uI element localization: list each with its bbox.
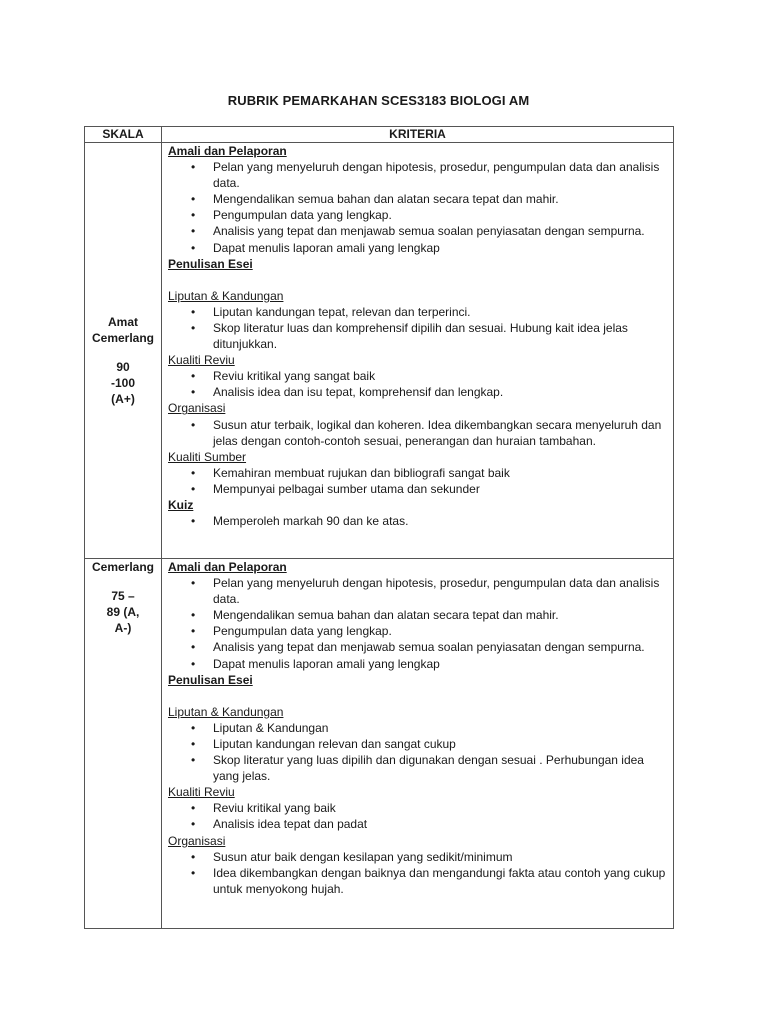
amali-list [168, 575, 667, 672]
liputan-list [168, 304, 667, 352]
list-item: • Pelan yang menyeluruh dengan hipotesis, prosedur, pengumpulan data dan analisis data. [168, 159, 667, 191]
list-item: • Analisis yang tepat dan menjawab semua soalan penyiasatan dengan sempurna. [168, 639, 667, 655]
organisasi-list [168, 417, 667, 449]
list-item: • Pengumpulan data yang lengkap. [168, 623, 667, 639]
list-item: • Memperoleh markah 90 dan ke atas. [168, 513, 667, 529]
list-item: • Analisis yang tepat dan menjawab semua soalan penyiasatan dengan sempurna. [168, 223, 667, 239]
liputan-list [168, 720, 667, 784]
header-kriteria: KRITERIA [162, 127, 674, 143]
table-header-row [85, 127, 674, 143]
list-item: • Liputan & Kandungan [168, 720, 667, 736]
organisasi-list [168, 849, 667, 897]
criteria-cell [162, 143, 674, 559]
list-item: • Dapat menulis laporan amali yang lengkap [168, 656, 667, 672]
list-item: • Dapat menulis laporan amali yang lengkap [168, 240, 667, 256]
list-item: • Mempunyai pelbagai sumber utama dan sekunder [168, 481, 667, 497]
list-item: • Skop literatur yang luas dipilih dan digunakan dengan sesuai . Perhubungan idea yang jelas. [168, 752, 667, 784]
subheading-liputan: Liputan & Kandungan [168, 288, 284, 303]
scale-cell [85, 143, 162, 559]
subheading-organisasi: Organisasi [168, 833, 226, 848]
list-item: • Analisis idea tepat dan padat [168, 816, 667, 832]
list-item: • Pelan yang menyeluruh dengan hipotesis, prosedur, pengumpulan data dan analisis data. [168, 575, 667, 607]
scale-range: 75 – 89 (A, A-) [106, 589, 140, 635]
scale-name: Amat Cemerlang [91, 315, 155, 345]
scale-range: 90 -100 (A+) [110, 360, 136, 406]
list-item: • Liputan kandungan relevan dan sangat cukup [168, 736, 667, 752]
list-item: • Idea dikembangkan dengan baiknya dan mengandungi fakta atau contoh yang cukup untuk menyokong hujah. [168, 865, 667, 897]
subheading-organisasi: Organisasi [168, 401, 226, 416]
scale-name: Cemerlang [91, 560, 155, 574]
list-item: • Susun atur baik dengan kesilapan yang sedikit/minimum [168, 849, 667, 865]
page-title: RUBRIK PEMARKAHAN SCES3183 BIOLOGI AM [227, 93, 530, 108]
section-heading-amali: Amali dan Pelaporan [168, 560, 287, 574]
section-heading-kuiz: Kuiz [168, 497, 194, 512]
subheading-liputan: Liputan & Kandungan [168, 704, 284, 719]
subheading-reviu: Kualiti Reviu [168, 353, 235, 368]
table-row-amat-cemerlang [85, 143, 674, 559]
reviu-list [168, 368, 667, 400]
list-item: • Reviu kritikal yang sangat baik [168, 368, 667, 384]
list-item: • Reviu kritikal yang baik [168, 800, 667, 816]
sumber-list [168, 465, 667, 497]
amali-list [168, 159, 667, 256]
subheading-reviu: Kualiti Reviu [168, 785, 235, 800]
list-item: • Kemahiran membuat rujukan dan bibliografi sangat baik [168, 465, 667, 481]
section-heading-esei: Penulisan Esei [168, 672, 253, 687]
list-item: • Liputan kandungan tepat, relevan dan terperinci. [168, 304, 667, 320]
section-heading-amali: Amali dan Pelaporan [168, 144, 287, 158]
list-item: • Mengendalikan semua bahan dan alatan secara tepat dan mahir. [168, 607, 667, 623]
list-item: • Skop literatur luas dan komprehensif dipilih dan sesuai. Hubung kait idea jelas ditunjukkan. [168, 320, 667, 352]
list-item: • Analisis idea dan isu tepat, komprehensif dan lengkap. [168, 384, 667, 400]
list-item: • Susun atur terbaik, logikal dan koheren. Idea dikembangkan secara menyeluruh dan jelas dengan contoh-contoh sesuai, penerangan dan huraian tambahan. [168, 417, 667, 449]
section-heading-esei: Penulisan Esei [168, 256, 253, 271]
scale-cell [85, 559, 162, 929]
subheading-sumber: Kualiti Sumber [168, 449, 247, 464]
list-item: • Mengendalikan semua bahan dan alatan secara tepat dan mahir. [168, 191, 667, 207]
header-skala: SKALA [85, 127, 162, 143]
list-item: • Pengumpulan data yang lengkap. [168, 207, 667, 223]
kuiz-list [168, 513, 667, 529]
rubric-table [84, 126, 674, 929]
reviu-list [168, 800, 667, 832]
criteria-cell [162, 559, 674, 929]
table-row-cemerlang [85, 559, 674, 929]
